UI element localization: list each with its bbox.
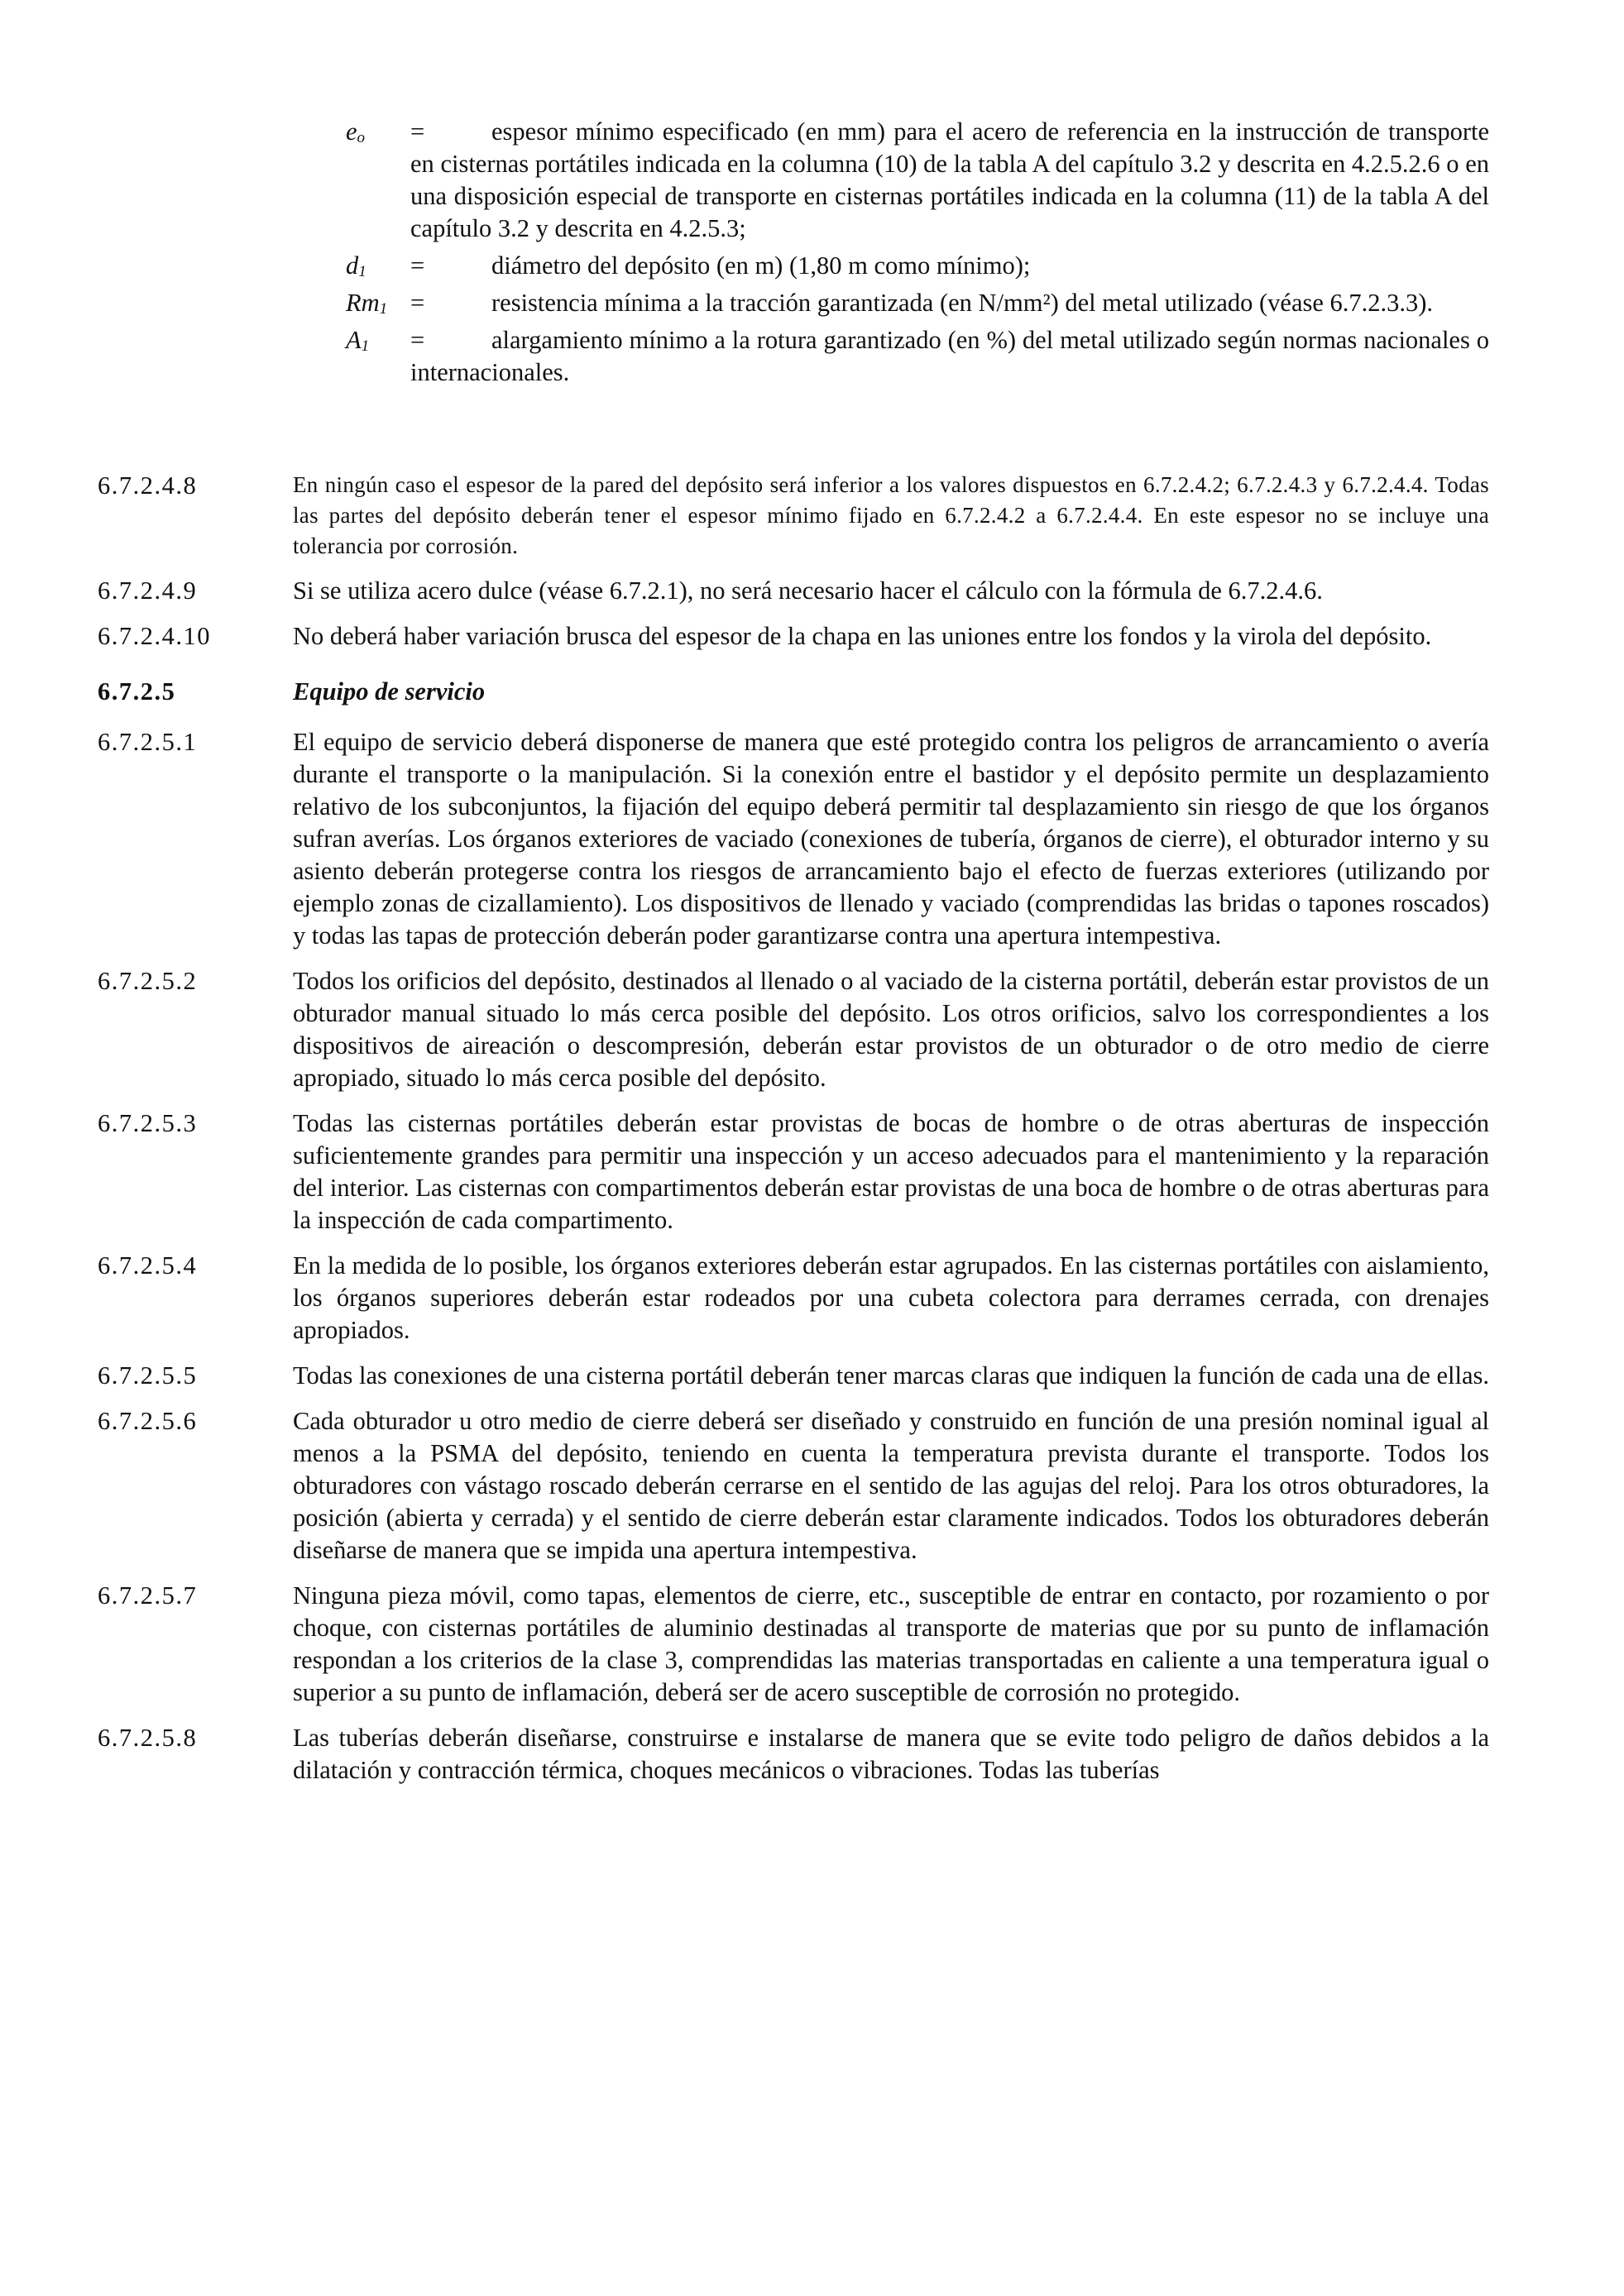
paragraph-text: No deberá haber variación brusca del espesor de la chapa en las uniones entre los fondos y la virola del depósito. bbox=[293, 622, 1432, 650]
paragraph-text: Todas las conexiones de una cisterna portátil deberán tener marcas claras que indiquen la función de cada una de ellas. bbox=[293, 1361, 1490, 1390]
paragraph-6-7-2-5-4 bbox=[98, 1250, 1489, 1347]
paragraph-text: Las tuberías deberán diseñarse, construirse e instalarse de manera que se evite todo peligro de daños debidos a la dilatación y contracción térmica, choques mecánicos o vibraciones. Todas las tuberías bbox=[293, 1724, 1489, 1784]
definition-symbol: $Rm_1$ bbox=[346, 289, 388, 318]
paragraph-6-7-2-5-6 bbox=[98, 1405, 1489, 1567]
section-title: Equipo de servicio bbox=[293, 677, 486, 706]
definition-equals: = bbox=[410, 289, 425, 317]
definition-text: espesor mínimo especificado (en mm) para el acero de referencia en la instrucción de transporte en cisternas portátiles indicada en la columna (10) de la tabla A del capítulo 3.2 y descrita en 4.2.5.2.6 o en una disposición especial de transporte en cisternas portátiles indicada en la columna (11) de la tabla A del capítulo 3.2 y descrita en 4.2.5.3; bbox=[410, 117, 1489, 242]
variable-definitions bbox=[346, 116, 1489, 394]
paragraph-6-7-2-5-7 bbox=[98, 1580, 1489, 1709]
paragraph-6-7-2-4-10 bbox=[98, 620, 1489, 653]
definition-rm1 bbox=[346, 287, 1489, 319]
paragraph-number: 6.7.2.5.8 bbox=[98, 1724, 198, 1752]
paragraph-number: 6.7.2.5.5 bbox=[98, 1361, 198, 1390]
definition-equals: = bbox=[410, 251, 425, 280]
section-number: 6.7.2.5 bbox=[98, 677, 176, 706]
definition-text: resistencia mínima a la tracción garantizada (en N/mm²) del metal utilizado (véase 6.7.2.3.3). bbox=[491, 289, 1434, 317]
section-heading-6-7-2-5 bbox=[98, 676, 1489, 708]
numbered-paragraphs bbox=[98, 470, 1489, 1800]
paragraph-text: Todos los orificios del depósito, destinados al llenado o al vaciado de la cisterna portátil, deberán estar provistos de un obturador manual situado lo más cerca posible del depósito. Los otros orificios, salvo los correspondientes a los dispositivos de aireación o descompresión, deberán estar provistos de un obturador o de otro medio de cierre apropiado, situado lo más cerca posible del depósito. bbox=[293, 967, 1489, 1092]
definition-d1 bbox=[346, 250, 1489, 282]
paragraph-text: Cada obturador u otro medio de cierre deberá ser diseñado y construido en función de una presión nominal igual al menos a la PSMA del depósito, teniendo en cuenta la temperatura prevista durante el transporte. Todos los obturadores con vástago roscado deberán cerrarse en el sentido de las agujas del reloj. Para los otros obturadores, la posición (abierta y cerrada) y el sentido de cierre deberán estar claramente indicados. Todos los obturadores deberán diseñarse de manera que se impida una apertura intempestiva. bbox=[293, 1407, 1489, 1564]
paragraph-text: Ninguna pieza móvil, como tapas, elementos de cierre, etc., susceptible de entrar en contacto, por rozamiento o por choque, con cisternas portátiles de aluminio destinadas al transporte de materias que por su punto de inflamación respondan a los criterios de la clase 3, comprendidas las materias transportadas en caliente a una temperatura igual o superior a su punto de inflamación, deberá ser de acero susceptible de corrosión no protegido. bbox=[293, 1581, 1489, 1706]
paragraph-6-7-2-4-9 bbox=[98, 575, 1489, 607]
paragraph-6-7-2-5-3 bbox=[98, 1107, 1489, 1236]
paragraph-number: 6.7.2.5.1 bbox=[98, 728, 198, 756]
definition-a1 bbox=[346, 324, 1489, 389]
paragraph-6-7-2-4-8 bbox=[98, 470, 1489, 562]
paragraph-text: Todas las cisternas portátiles deberán estar provistas de bocas de hombre o de otras aberturas de inspección suficientemente grandes para permitir una inspección y un acceso adecuados para el mantenimiento y la reparación del interior. Las cisternas con compartimentos deberán estar provistas de una boca de hombre o de otras aberturas para la inspección de cada compartimento. bbox=[293, 1109, 1489, 1234]
definition-eo bbox=[346, 116, 1489, 245]
paragraph-text: Si se utiliza acero dulce (véase 6.7.2.1), no será necesario hacer el cálculo con la fórmula de 6.7.2.4.6. bbox=[293, 576, 1323, 605]
paragraph-number: 6.7.2.5.3 bbox=[98, 1109, 198, 1137]
paragraph-6-7-2-5-2 bbox=[98, 965, 1489, 1094]
paragraph-number: 6.7.2.5.6 bbox=[98, 1407, 198, 1435]
paragraph-number: 6.7.2.4.9 bbox=[98, 576, 198, 605]
paragraph-text: En la medida de lo posible, los órganos exteriores deberán estar agrupados. En las cisternas portátiles con aislamiento, los órganos superiores deberán estar rodeados por una cubeta colectora para derrames cerrada, con drenajes apropiados. bbox=[293, 1251, 1489, 1344]
paragraph-number: 6.7.2.5.7 bbox=[98, 1581, 198, 1610]
definition-symbol: $e_o$ bbox=[346, 117, 366, 146]
paragraph-number: 6.7.2.5.2 bbox=[98, 967, 198, 995]
paragraph-text: En ningún caso el espesor de la pared del depósito será inferior a los valores dispuestos en 6.7.2.4.2; 6.7.2.4.3 y 6.7.2.4.4. Todas las partes del depósito deberán tener el espesor mínimo fijado en 6.7.2.4.2 a 6.7.2.4.4. En este espesor no se incluye una tolerancia por corrosión. bbox=[293, 472, 1489, 558]
definition-symbol: $d_1$ bbox=[346, 251, 366, 280]
paragraph-text: El equipo de servicio deberá disponerse de manera que esté protegido contra los peligros de arrancamiento o avería durante el transporte o la manipulación. Si la conexión entre el bastidor y el depósito permite un desplazamiento relativo de los subconjuntos, la fijación del equipo deberá permitir tal desplazamiento sin riesgo de que los órganos sufran averías. Los órganos exteriores de vaciado (conexiones de tubería, órganos de cierre), el obturador interno y su asiento deberán protegerse contra los riesgos de arrancamiento bajo el efecto de fuerzas exteriores (utilizando por ejemplo zonas de cizallamiento). Los dispositivos de llenado y vaciado (comprendidas las bridas o tapones roscados) y todas las tapas de protección deberán poder garantizarse contra una apertura intempestiva. bbox=[293, 728, 1489, 949]
paragraph-6-7-2-5-1 bbox=[98, 726, 1489, 952]
definition-symbol: $A_1$ bbox=[346, 326, 370, 355]
paragraph-6-7-2-5-5 bbox=[98, 1360, 1489, 1392]
definition-text: alargamiento mínimo a la rotura garantizado (en %) del metal utilizado según normas nacionales o internacionales. bbox=[410, 326, 1489, 386]
definition-equals: = bbox=[410, 117, 425, 146]
definition-text: diámetro del depósito (en m) (1,80 m como mínimo); bbox=[491, 251, 1031, 280]
paragraph-6-7-2-5-8 bbox=[98, 1722, 1489, 1787]
paragraph-number: 6.7.2.4.10 bbox=[98, 622, 211, 650]
paragraph-number: 6.7.2.4.8 bbox=[98, 471, 198, 500]
definition-equals: = bbox=[410, 326, 425, 354]
paragraph-number: 6.7.2.5.4 bbox=[98, 1251, 198, 1280]
